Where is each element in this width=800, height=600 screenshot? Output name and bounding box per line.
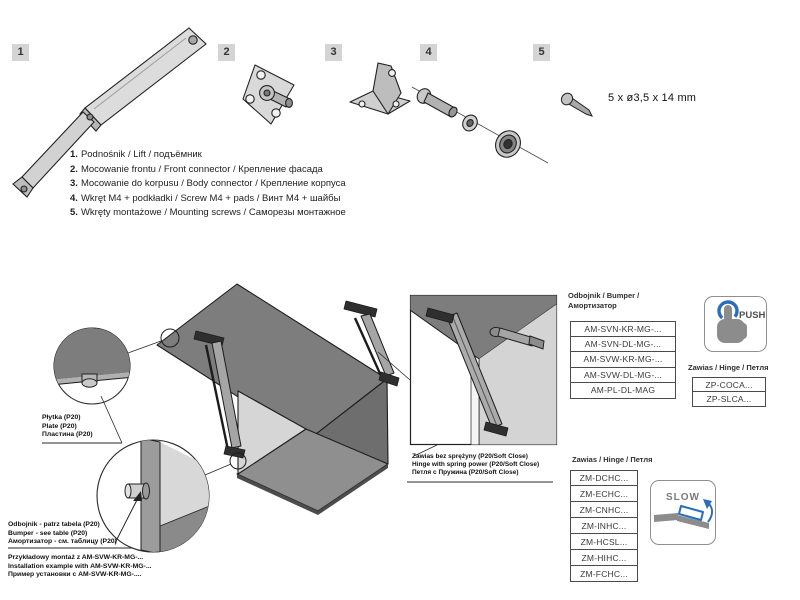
parts-legend	[70, 148, 450, 221]
table-row: AM-SVN-KR-MG-...	[570, 321, 676, 337]
bumper-callout: Odbojnik - patrz tabela (P20) Bumper - see table (P20) Амортизатор - см. таблицу (P20)	[8, 521, 117, 545]
soft-close-icon	[650, 480, 716, 545]
table-row: ZP-COCA...	[692, 377, 766, 392]
zp-table-title: Zawias / Hinge / Петля	[688, 363, 769, 372]
zm-table-title: Zawias / Hinge / Петля	[572, 455, 653, 464]
bumper-table-title: Odbojnik / Bumper / Амортизатор	[568, 291, 640, 310]
table-row: AM-SVW-DL-MG-...	[570, 368, 676, 384]
plate-callout: Płytka (P20) Plate (P20) Пластина (P20)	[42, 414, 93, 438]
body-connector-drawing	[350, 63, 410, 114]
hinge-note-callout: Zawias bez sprężyny (P20/Soft Close) Hinge with spring power (P20/Soft Close) Петля с Пружина (P20/Soft Close)	[412, 453, 540, 476]
front-connector-drawing	[243, 65, 294, 124]
install-example-callout: Przykładowy montaż z AM-SVW-KR-MG-... Installation example with AM-SVW-KR-MG-... Пример установки с AM-SVW-KR-MG-....	[8, 554, 152, 578]
mounting-screw-drawing	[559, 91, 592, 116]
legend-line: 3. Mocowanie do korpusu / Body connector / Крепление корпуса	[70, 178, 346, 189]
table-row: ZM-HCSL...	[570, 534, 638, 550]
legend-line: 2. Mocowanie frontu / Front connector / Крепление фасада	[70, 163, 323, 175]
part-badge-4: 4	[420, 44, 437, 61]
part-badge-2: 2	[218, 44, 235, 61]
part-badge-3: 3	[325, 44, 342, 61]
screw-spec-label: 5 x ø3,5 x 14 mm	[608, 92, 697, 104]
svg-text:SLOW: SLOW	[666, 492, 700, 503]
table-row: AM-PL-DL-MAG	[570, 383, 676, 399]
table-row: ZM-ECHC...	[570, 486, 638, 502]
table-row: AM-SVW-KR-MG-...	[570, 352, 676, 368]
part-badge-5: 5	[533, 44, 550, 61]
part-badge-1: 1	[12, 44, 29, 61]
table-row: ZM-CNHC...	[570, 502, 638, 518]
svg-text:PUSH: PUSH	[739, 310, 765, 321]
table-row: ZM-FCHC...	[570, 566, 638, 582]
table-row: ZM-DCHC...	[570, 470, 638, 486]
bumper-table	[570, 321, 676, 399]
legend-line: 1. Podnośnik / Lift / подъёмник	[70, 149, 202, 160]
legend-line: 5. Wkręty montażowe / Mounting screws / Саморезы монтажное	[70, 207, 346, 218]
zp-hinge-table	[692, 377, 766, 407]
zm-hinge-table	[570, 470, 638, 582]
table-row: ZM-HIHC...	[570, 550, 638, 566]
table-row: ZP-SLCA...	[692, 392, 766, 407]
table-row: AM-SVN-DL-MG-...	[570, 337, 676, 353]
table-row: ZM-INHC...	[570, 518, 638, 534]
push-icon-art	[705, 297, 765, 350]
push-to-open-icon	[704, 296, 767, 352]
slow-icon-art	[651, 481, 714, 543]
legend-line: 4. Wkręt M4 + podkładki / Screw M4 + pads / Винт M4 + шайбы	[70, 192, 341, 204]
